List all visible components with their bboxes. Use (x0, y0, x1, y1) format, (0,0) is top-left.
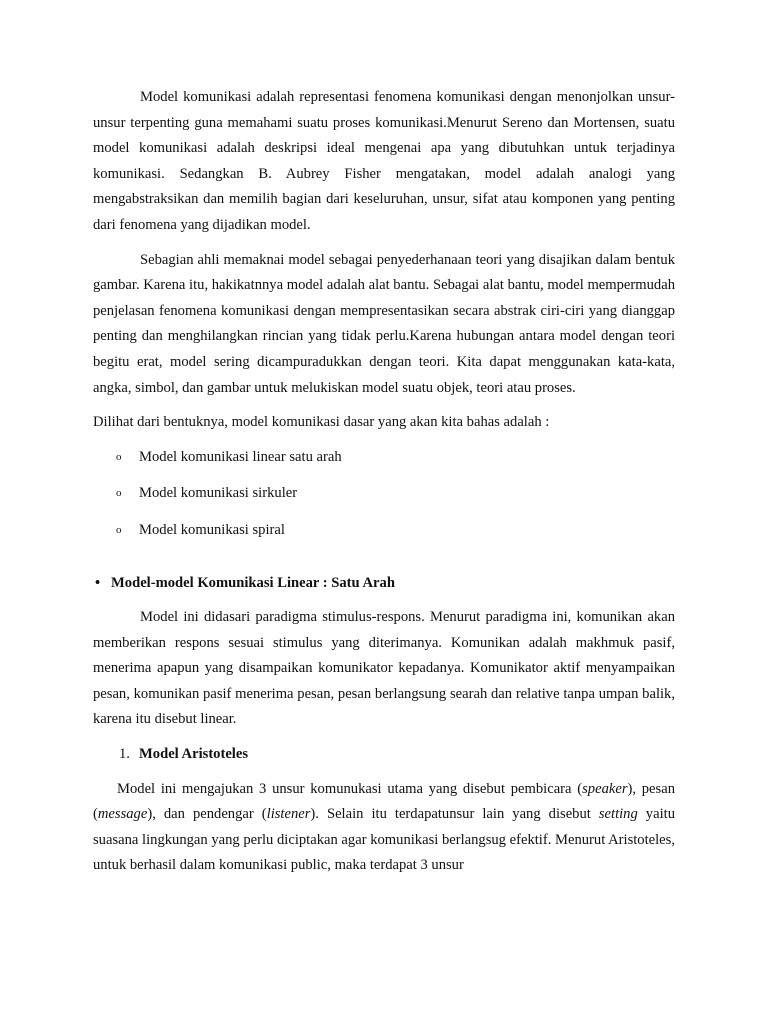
list-item (93, 481, 675, 507)
subheading-aristotle-model (93, 742, 675, 768)
list-marker: o (116, 523, 122, 536)
list-marker: o (116, 487, 122, 500)
list-item-text: Model komunikasi linear satu arah (139, 448, 342, 465)
list-item (93, 445, 675, 471)
italic-term-listener: listener (266, 806, 311, 823)
paragraph-model-definition: Model komunikasi adalah representasi fenomena komunikasi dengan menonjolkan unsur-unsur terpenting guna memahami suatu proses komunikasi.Menurut Sereno dan Mortensen, suatu model komunikasi adalah deskripsi ideal mengenai apa yang dibutuhkan untuk terjadinya komunikasi. Sedangkan B. Aubrey Fisher mengatakan, model adalah analogi yang mengabstraksikan dan memilih bagian dari keseluruhan, unsur, sifat atau komponen yang penting dari fenomena yang dijadikan model. (93, 89, 675, 233)
paragraph-model-forms-intro: Dilihat dari bentuknya, model komunikasi dasar yang akan kita bahas adalah : (93, 414, 550, 431)
list-item (93, 518, 675, 544)
paragraph-linear-model-description: Model ini didasari paradigma stimulus-respons. Menurut paradigma ini, komunikan akan memberikan respons sesuai stimulus yang diterimanya. Komunikan adalah makhmuk pasif, menerima apapun yang disampaikan komunikator kepadanya. Komunikator aktif menyampaikan pesan, komunikan pasif menerima pesan, pesan berlangsung searah dan relative tanpa umpan balik, karena itu disebut linear. (93, 609, 675, 728)
list-item-text: Model komunikasi sirkuler (139, 485, 298, 502)
document-body (93, 85, 675, 888)
text-run: Model ini mengajukan 3 unsur komunukasi utama yang disebut pembicara ( (117, 780, 583, 797)
text-run: ). Selain itu terdapatunsur lain yang disebut (310, 806, 599, 823)
subheading-text: Model Aristoteles (139, 746, 249, 763)
text-run: ), pesan ( (93, 780, 675, 823)
paragraph-aristotle-elements (93, 777, 675, 879)
paragraph-model-as-tool: Sebagian ahli memaknai model sebagai penyederhanaan teori yang disajikan dalam bentuk gambar. Karena itu, hakikatnnya model adalah alat bantu. Sebagai alat bantu, model mempermudah penjelasan fenomena komunikasi dengan mempresentasikan secara abstrak ciri-ciri yang dianggap penting dan menghilangkan rincian yang tidak perlu.Karena hubungan antara model dengan teori begitu erat, model sering dicampuradukkan dengan teori. Kita dapat menggunakan kata-kata, angka, simbol, dan gambar untuk melukiskan model suatu objek, teori atau proses. (93, 251, 675, 396)
subheading-number: 1. (119, 746, 130, 763)
text-run: ), dan pendengar ( (147, 806, 267, 823)
list-marker: o (116, 450, 122, 463)
section-heading-linear-models (93, 571, 675, 597)
model-forms-list (93, 445, 675, 544)
italic-term-message: message (97, 806, 148, 823)
section-bullet: • (95, 574, 101, 591)
section-heading-text: Model-model Komunikasi Linear : Satu Arah (111, 574, 395, 591)
italic-term-speaker: speaker (582, 780, 628, 797)
list-item-text: Model komunikasi spiral (139, 521, 285, 538)
italic-term-setting: setting (598, 806, 638, 823)
text-run: yaitu suasana lingkungan yang perlu diciptakan agar komunikasi berlangsug efektif. Menurut Aristoteles, untuk berhasil dalam komunikasi public, maka terdapat 3 unsur (93, 806, 675, 874)
